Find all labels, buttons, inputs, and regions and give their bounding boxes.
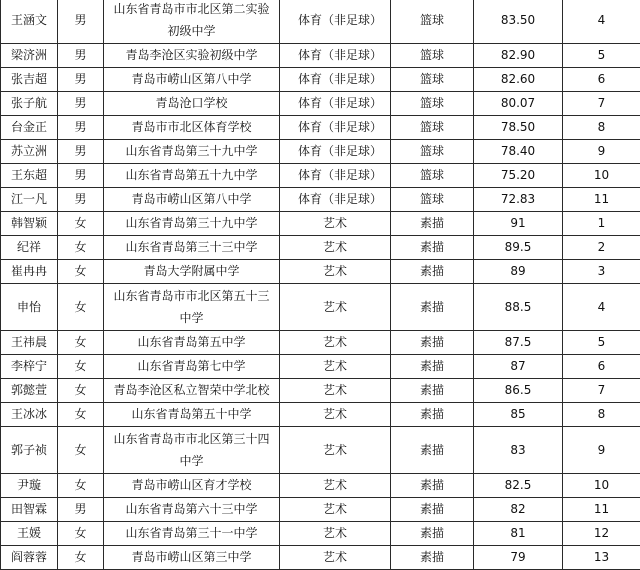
rank-cell: 9 [563,140,640,164]
student-name-cell: 王媛 [1,522,58,546]
school-cell: 山东省青岛第三十三中学 [104,236,280,260]
student-name-cell: 江一凡 [1,188,58,212]
item-cell: 篮球 [391,44,474,68]
school-cell: 山东省青岛市市北区第二实验初级中学 [104,0,280,44]
score-cell: 75.20 [474,164,563,188]
table-row [1,236,640,260]
project-cell: 艺术 [280,212,391,236]
student-name-cell: 王涵文 [1,0,58,44]
school-cell: 青岛市崂山区第八中学 [104,188,280,212]
score-cell: 87.5 [474,331,563,355]
student-name-cell: 李梓宁 [1,355,58,379]
table-row [1,522,640,546]
table-row [1,403,640,427]
project-cell: 体育（非足球） [280,68,391,92]
score-cell: 82.60 [474,68,563,92]
gender-cell: 男 [58,164,104,188]
table-row [1,284,640,331]
item-cell: 素描 [391,403,474,427]
table-row [1,140,640,164]
school-cell: 山东省青岛第六十三中学 [104,498,280,522]
table-row [1,68,640,92]
school-cell: 山东省青岛第五十中学 [104,403,280,427]
score-cell: 91 [474,212,563,236]
item-cell: 篮球 [391,68,474,92]
project-cell: 体育（非足球） [280,92,391,116]
item-cell: 篮球 [391,188,474,212]
project-cell: 体育（非足球） [280,164,391,188]
gender-cell: 男 [58,140,104,164]
rank-cell: 8 [563,403,640,427]
item-cell: 篮球 [391,92,474,116]
student-name-cell: 郭懿萱 [1,379,58,403]
table-row [1,546,640,570]
table-row [1,92,640,116]
item-cell: 素描 [391,379,474,403]
table-row [1,44,640,68]
item-cell: 素描 [391,212,474,236]
school-cell: 青岛沧口学校 [104,92,280,116]
student-name-cell: 苏立洲 [1,140,58,164]
item-cell: 素描 [391,546,474,570]
school-cell: 青岛李沧区私立智荣中学北校 [104,379,280,403]
rank-cell: 7 [563,379,640,403]
project-cell: 艺术 [280,427,391,474]
project-cell: 艺术 [280,331,391,355]
item-cell: 篮球 [391,0,474,44]
student-name-cell: 台金正 [1,116,58,140]
gender-cell: 男 [58,498,104,522]
project-cell: 艺术 [280,379,391,403]
student-name-cell: 崔冉冉 [1,260,58,284]
gender-cell: 女 [58,427,104,474]
school-cell: 青岛市崂山区第三中学 [104,546,280,570]
item-cell: 篮球 [391,164,474,188]
rank-cell: 10 [563,474,640,498]
project-cell: 艺术 [280,236,391,260]
rank-cell: 7 [563,92,640,116]
item-cell: 篮球 [391,140,474,164]
gender-cell: 男 [58,116,104,140]
item-cell: 素描 [391,331,474,355]
score-cell: 87 [474,355,563,379]
project-cell: 体育（非足球） [280,0,391,44]
item-cell: 素描 [391,498,474,522]
student-name-cell: 张吉超 [1,68,58,92]
gender-cell: 男 [58,68,104,92]
table-row [1,427,640,474]
item-cell: 素描 [391,427,474,474]
project-cell: 体育（非足球） [280,188,391,212]
score-cell: 83.50 [474,0,563,44]
project-cell: 艺术 [280,284,391,331]
rank-cell: 4 [563,284,640,331]
gender-cell: 女 [58,236,104,260]
student-name-cell: 韩智颖 [1,212,58,236]
student-name-cell: 申怡 [1,284,58,331]
score-cell: 80.07 [474,92,563,116]
score-cell: 83 [474,427,563,474]
gender-cell: 女 [58,331,104,355]
project-cell: 体育（非足球） [280,116,391,140]
student-name-cell: 王冰冰 [1,403,58,427]
gender-cell: 女 [58,403,104,427]
gender-cell: 女 [58,260,104,284]
student-name-cell: 郭子祯 [1,427,58,474]
school-cell: 青岛李沧区实验初级中学 [104,44,280,68]
score-cell: 78.50 [474,116,563,140]
project-cell: 艺术 [280,546,391,570]
gender-cell: 女 [58,379,104,403]
rank-cell: 8 [563,116,640,140]
gender-cell: 男 [58,0,104,44]
rank-cell: 3 [563,260,640,284]
gender-cell: 男 [58,44,104,68]
score-cell: 72.83 [474,188,563,212]
score-cell: 89.5 [474,236,563,260]
school-cell: 山东省青岛第三十一中学 [104,522,280,546]
score-cell: 88.5 [474,284,563,331]
rank-cell: 2 [563,236,640,260]
project-cell: 艺术 [280,522,391,546]
score-cell: 81 [474,522,563,546]
score-cell: 85 [474,403,563,427]
gender-cell: 女 [58,546,104,570]
student-name-cell: 王东超 [1,164,58,188]
student-name-cell: 王祎晨 [1,331,58,355]
gender-cell: 男 [58,92,104,116]
school-cell: 青岛市崂山区育才学校 [104,474,280,498]
item-cell: 篮球 [391,116,474,140]
school-cell: 山东省青岛市市北区第三十四中学 [104,427,280,474]
table-row [1,474,640,498]
school-cell: 山东省青岛第五十九中学 [104,164,280,188]
rank-cell: 4 [563,0,640,44]
table-row [1,355,640,379]
project-cell: 体育（非足球） [280,140,391,164]
project-cell: 艺术 [280,355,391,379]
student-name-cell: 田智霖 [1,498,58,522]
table-row [1,379,640,403]
score-cell: 79 [474,546,563,570]
table-row [1,164,640,188]
project-cell: 艺术 [280,498,391,522]
score-cell: 78.40 [474,140,563,164]
project-cell: 艺术 [280,260,391,284]
rank-cell: 5 [563,331,640,355]
table-row [1,260,640,284]
gender-cell: 女 [58,212,104,236]
rank-cell: 11 [563,188,640,212]
score-cell: 86.5 [474,379,563,403]
student-name-cell: 尹璇 [1,474,58,498]
student-name-cell: 梁济洲 [1,44,58,68]
student-name-cell: 纪祥 [1,236,58,260]
student-name-cell: 张子航 [1,92,58,116]
score-cell: 82.90 [474,44,563,68]
school-cell: 山东省青岛市市北区第五十三中学 [104,284,280,331]
school-cell: 青岛市市北区体育学校 [104,116,280,140]
table-row [1,188,640,212]
score-cell: 82.5 [474,474,563,498]
gender-cell: 女 [58,522,104,546]
school-cell: 山东省青岛第三十九中学 [104,212,280,236]
score-cell: 89 [474,260,563,284]
student-name-cell: 阎蓉蓉 [1,546,58,570]
gender-cell: 女 [58,355,104,379]
gender-cell: 男 [58,188,104,212]
school-cell: 山东省青岛第五中学 [104,331,280,355]
item-cell: 素描 [391,236,474,260]
item-cell: 素描 [391,260,474,284]
table-row [1,212,640,236]
rank-cell: 6 [563,68,640,92]
item-cell: 素描 [391,355,474,379]
table-row [1,498,640,522]
school-cell: 山东省青岛第七中学 [104,355,280,379]
rank-cell: 5 [563,44,640,68]
table-body [1,0,640,570]
item-cell: 素描 [391,522,474,546]
rank-cell: 9 [563,427,640,474]
item-cell: 素描 [391,284,474,331]
rank-cell: 11 [563,498,640,522]
gender-cell: 女 [58,474,104,498]
school-cell: 山东省青岛第三十九中学 [104,140,280,164]
rank-cell: 6 [563,355,640,379]
table-row [1,0,640,44]
school-cell: 青岛大学附属中学 [104,260,280,284]
project-cell: 艺术 [280,474,391,498]
rank-cell: 12 [563,522,640,546]
school-cell: 青岛市崂山区第八中学 [104,68,280,92]
project-cell: 艺术 [280,403,391,427]
score-cell: 82 [474,498,563,522]
project-cell: 体育（非足球） [280,44,391,68]
gender-cell: 女 [58,284,104,331]
rank-cell: 13 [563,546,640,570]
item-cell: 素描 [391,474,474,498]
rank-cell: 1 [563,212,640,236]
rank-cell: 10 [563,164,640,188]
table-row [1,116,640,140]
table-row [1,331,640,355]
